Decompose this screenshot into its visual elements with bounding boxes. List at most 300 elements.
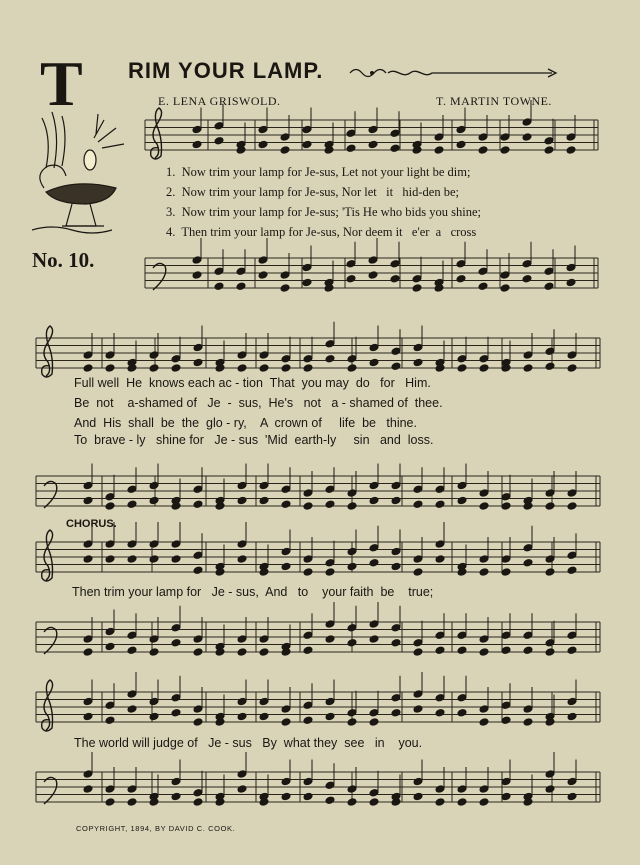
note-head (369, 496, 379, 505)
note-head (127, 555, 137, 564)
note-head (127, 631, 137, 640)
drop-cap-letter: T (40, 48, 83, 119)
note-head (457, 481, 467, 490)
note-head (390, 259, 400, 268)
note-head (325, 697, 335, 706)
note-head (237, 351, 247, 360)
note-head (236, 282, 246, 291)
title-ornament-icon (348, 66, 558, 80)
note-head (435, 693, 445, 702)
note-head (501, 555, 511, 564)
note-head (303, 489, 313, 498)
note-head (281, 792, 291, 801)
note-head (478, 267, 488, 276)
note-head (83, 770, 93, 779)
note-head (259, 481, 269, 490)
note-head (457, 693, 467, 702)
verse-4-opening: 4. Then trim your lamp for Je-sus, Nor deem it e'er a cross (166, 225, 477, 239)
note-head (478, 146, 488, 155)
note-head (281, 547, 291, 556)
note-head (127, 485, 137, 494)
note-head (83, 648, 93, 657)
note-head (258, 271, 268, 280)
note-head (127, 646, 137, 655)
note-head (237, 496, 247, 505)
note-head (346, 259, 356, 268)
note-head (171, 623, 181, 632)
note-head (523, 705, 533, 714)
note-head (325, 339, 335, 348)
note-head (435, 485, 445, 494)
note-head (391, 362, 401, 371)
note-head (346, 129, 356, 138)
note-head (302, 140, 312, 149)
note-head (237, 540, 247, 549)
note-head (545, 489, 555, 498)
note-head (368, 256, 378, 265)
note-head (390, 274, 400, 283)
note-head (457, 785, 467, 794)
note-head (435, 708, 445, 717)
note-head (413, 568, 423, 577)
note-head (368, 125, 378, 134)
note-head (258, 125, 268, 134)
note-head (105, 555, 115, 564)
note-head (83, 364, 93, 373)
note-head (456, 140, 466, 149)
note-head (237, 555, 247, 564)
note-head (127, 500, 137, 509)
note-head (522, 133, 532, 142)
note-head (413, 500, 423, 509)
verse-3-opening: 3. Now trim your lamp for Je-sus; 'Tis He who bids you shine; (166, 205, 481, 219)
note-head (523, 351, 533, 360)
hymn-title: RIM YOUR LAMP. (128, 58, 324, 83)
note-head (567, 697, 577, 706)
verse-4-closing: To brave - ly shine for Je - sus 'Mid earth-ly sin and loss. (74, 433, 434, 447)
note-head (303, 364, 313, 373)
bass-clef-icon (44, 481, 57, 508)
note-head (434, 133, 444, 142)
note-head (281, 354, 291, 363)
chorus-line-2: The world will judge of Je - sus By what they see in you. (74, 736, 423, 750)
note-head (567, 631, 577, 640)
note-head (369, 718, 379, 727)
note-head (457, 354, 467, 363)
note-head (281, 777, 291, 786)
note-head (412, 284, 422, 293)
note-head (171, 354, 181, 363)
note-head (105, 540, 115, 549)
note-head (523, 558, 533, 567)
note-head (105, 785, 115, 794)
note-head (347, 502, 357, 511)
note-head (303, 701, 313, 710)
note-head (501, 492, 511, 501)
note-head (479, 648, 489, 657)
note-head (105, 716, 115, 725)
note-head (347, 718, 357, 727)
note-head (567, 489, 577, 498)
note-head (193, 705, 203, 714)
verse-2-closing: Be not a-shamed of Je - sus, He's not a - shamed of thee. (74, 396, 443, 410)
note-head (501, 777, 511, 786)
note-head (435, 555, 445, 564)
note-head (567, 712, 577, 721)
note-head (347, 364, 357, 373)
note-head (391, 347, 401, 356)
note-head (346, 274, 356, 283)
note-head (435, 500, 445, 509)
note-head (545, 648, 555, 657)
note-head (149, 635, 159, 644)
note-head (171, 555, 181, 564)
note-head (280, 146, 290, 155)
note-head (259, 697, 269, 706)
note-head (545, 785, 555, 794)
note-head (127, 705, 137, 714)
note-head (369, 788, 379, 797)
note-head (567, 646, 577, 655)
note-head (567, 364, 577, 373)
note-head (369, 558, 379, 567)
note-head (501, 568, 511, 577)
note-head (413, 690, 423, 699)
note-head (523, 631, 533, 640)
note-head (149, 712, 159, 721)
note-head (435, 631, 445, 640)
note-head (413, 555, 423, 564)
note-head (303, 716, 313, 725)
note-head (347, 489, 357, 498)
note-head (83, 697, 93, 706)
note-head (259, 364, 269, 373)
note-head (325, 558, 335, 567)
note-head (259, 496, 269, 505)
note-head (325, 354, 335, 363)
note-head (500, 284, 510, 293)
note-head (544, 136, 554, 145)
note-head (391, 481, 401, 490)
note-head (501, 502, 511, 511)
note-head (435, 540, 445, 549)
note-head (193, 343, 203, 352)
note-head (523, 718, 533, 727)
note-head (566, 146, 576, 155)
note-head (303, 354, 313, 363)
note-head (325, 635, 335, 644)
note-head (457, 631, 467, 640)
note-head (479, 354, 489, 363)
chorus-line-1: Then trim your lamp for Je - sus, And to your faith be true; (72, 585, 434, 599)
note-head (325, 712, 335, 721)
note-head (281, 705, 291, 714)
note-head (171, 708, 181, 717)
note-head (368, 140, 378, 149)
note-head (347, 798, 357, 807)
note-head (346, 144, 356, 153)
note-head (302, 278, 312, 287)
note-head (413, 343, 423, 352)
note-head (193, 788, 203, 797)
note-head (105, 502, 115, 511)
note-head (413, 358, 423, 367)
note-head (434, 146, 444, 155)
note-head (478, 133, 488, 142)
note-head (545, 568, 555, 577)
note-head (501, 716, 511, 725)
note-head (566, 263, 576, 272)
note-head (302, 263, 312, 272)
bass-clef-icon (44, 627, 57, 654)
note-head (193, 358, 203, 367)
note-head (391, 693, 401, 702)
note-head (478, 282, 488, 291)
note-head (214, 136, 224, 145)
note-head (237, 697, 247, 706)
hymn-number: No. 10. (32, 248, 95, 272)
note-head (413, 485, 423, 494)
note-head (369, 481, 379, 490)
note-head (391, 562, 401, 571)
note-head (83, 712, 93, 721)
note-head (369, 620, 379, 629)
note-head (127, 798, 137, 807)
note-head (105, 627, 115, 636)
note-head (347, 547, 357, 556)
note-head (237, 364, 247, 373)
note-head (435, 798, 445, 807)
note-head (479, 568, 489, 577)
note-head (413, 638, 423, 647)
note-head (214, 282, 224, 291)
note-head (214, 267, 224, 276)
note-head (127, 690, 137, 699)
note-head (501, 631, 511, 640)
note-head (105, 351, 115, 360)
note-head (347, 785, 357, 794)
note-head (368, 271, 378, 280)
note-head (105, 642, 115, 651)
note-head (390, 129, 400, 138)
note-head (171, 693, 181, 702)
note-head (456, 274, 466, 283)
note-head (127, 785, 137, 794)
note-head (522, 118, 532, 127)
note-head (105, 701, 115, 710)
note-head (391, 547, 401, 556)
note-head (347, 708, 357, 717)
note-head (149, 364, 159, 373)
note-head (545, 555, 555, 564)
note-head (193, 500, 203, 509)
note-head (457, 708, 467, 717)
note-head (456, 125, 466, 134)
note-head (479, 785, 489, 794)
note-head (303, 502, 313, 511)
note-head (544, 267, 554, 276)
note-head (567, 777, 577, 786)
verse-3-closing: And His shall be the glo - ry, A crown of life be thine. (74, 416, 417, 430)
note-head (236, 267, 246, 276)
note-head (193, 798, 203, 807)
treble-clef-icon (42, 680, 53, 731)
note-head (413, 777, 423, 786)
note-head (435, 646, 445, 655)
note-head (149, 697, 159, 706)
note-head (522, 274, 532, 283)
note-head (303, 777, 313, 786)
note-head (567, 351, 577, 360)
note-head (193, 551, 203, 560)
note-head (501, 701, 511, 710)
treble-clef-icon (151, 108, 162, 159)
note-head (391, 708, 401, 717)
note-head (303, 792, 313, 801)
note-head (457, 798, 467, 807)
note-head (567, 551, 577, 560)
copyright-notice: COPYRIGHT, 1894, BY DAVID C. COOK. (76, 824, 236, 833)
note-head (258, 140, 268, 149)
note-head (325, 796, 335, 805)
author-credit: E. LENA GRISWOLD. (158, 94, 281, 108)
note-head (523, 543, 533, 552)
note-head (545, 347, 555, 356)
note-head (457, 496, 467, 505)
note-head (280, 271, 290, 280)
note-head (479, 705, 489, 714)
note-head (171, 540, 181, 549)
oil-lamp-icon (32, 108, 132, 238)
note-head (259, 351, 269, 360)
note-head (369, 543, 379, 552)
note-head (281, 485, 291, 494)
note-head (347, 562, 357, 571)
note-head (325, 620, 335, 629)
note-head (192, 271, 202, 280)
note-head (303, 555, 313, 564)
note-head (479, 798, 489, 807)
note-head (545, 362, 555, 371)
note-head (567, 792, 577, 801)
note-head (479, 635, 489, 644)
note-head (522, 259, 532, 268)
note-head (325, 568, 335, 577)
note-head (83, 540, 93, 549)
note-head (171, 364, 181, 373)
note-head (413, 705, 423, 714)
note-head (149, 481, 159, 490)
composer-credit: T. MARTIN TOWNE. (436, 94, 552, 108)
note-head (456, 259, 466, 268)
note-head (369, 358, 379, 367)
note-head (193, 485, 203, 494)
note-head (258, 256, 268, 265)
note-head (544, 146, 554, 155)
note-head (479, 364, 489, 373)
note-head (369, 343, 379, 352)
note-head (566, 278, 576, 287)
note-head (479, 489, 489, 498)
note-head (259, 635, 269, 644)
note-head (280, 133, 290, 142)
note-head (325, 485, 335, 494)
note-head (391, 623, 401, 632)
note-head (523, 646, 533, 655)
note-head (545, 638, 555, 647)
note-head (83, 496, 93, 505)
note-head (193, 635, 203, 644)
note-head (479, 502, 489, 511)
verse-2-opening: 2. Now trim your lamp for Je-sus, Nor let it hid-den be; (166, 185, 460, 199)
note-head (545, 502, 555, 511)
note-head (567, 502, 577, 511)
note-head (149, 351, 159, 360)
note-head (192, 125, 202, 134)
note-head (259, 648, 269, 657)
note-head (347, 354, 357, 363)
note-head (83, 481, 93, 490)
note-head (501, 792, 511, 801)
note-head (281, 562, 291, 571)
note-head (281, 718, 291, 727)
note-head (171, 777, 181, 786)
note-head (83, 635, 93, 644)
note-head (500, 146, 510, 155)
note-head (479, 718, 489, 727)
note-head (237, 481, 247, 490)
note-head (171, 792, 181, 801)
note-head (149, 496, 159, 505)
note-head (193, 718, 203, 727)
note-head (237, 635, 247, 644)
bass-clef-icon (44, 777, 57, 804)
note-head (391, 496, 401, 505)
note-head (413, 792, 423, 801)
note-head (369, 635, 379, 644)
note-head (545, 770, 555, 779)
note-head (501, 646, 511, 655)
note-head (105, 364, 115, 373)
note-head (280, 284, 290, 293)
note-head (259, 712, 269, 721)
note-head (281, 500, 291, 509)
note-head (237, 785, 247, 794)
note-head (83, 351, 93, 360)
note-head (171, 638, 181, 647)
note-head (281, 364, 291, 373)
verse-1-opening: 1. Now trim your lamp for Je-sus, Let not your light be dim; (166, 165, 471, 179)
note-head (192, 140, 202, 149)
note-head (413, 648, 423, 657)
note-head (544, 282, 554, 291)
note-head (302, 125, 312, 134)
note-head (457, 364, 467, 373)
note-head (237, 712, 247, 721)
verse-1-closing: Full well He knows each ac - tion That you may do for Him. (74, 376, 431, 390)
note-head (83, 785, 93, 794)
note-head (479, 555, 489, 564)
chorus-label: CHORUS. (66, 518, 117, 530)
note-head (500, 271, 510, 280)
note-head (193, 648, 203, 657)
note-head (105, 798, 115, 807)
note-head (214, 121, 224, 130)
note-head (391, 638, 401, 647)
treble-clef-icon (42, 326, 53, 377)
note-head (303, 646, 313, 655)
note-head (192, 256, 202, 265)
